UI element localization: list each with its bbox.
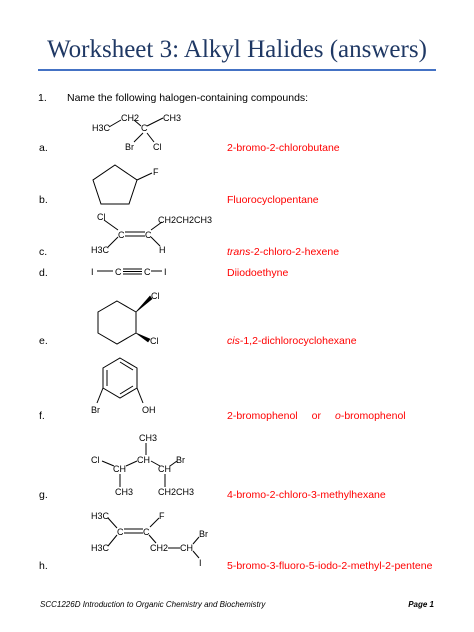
answer-f-or: or: [311, 410, 321, 422]
label-c-h: H: [159, 245, 166, 255]
answer-b: Fluorocyclopentane: [227, 194, 319, 206]
question-text: Name the following halogen-containing compounds:: [67, 92, 309, 104]
answer-e-prefix: cis: [227, 335, 240, 347]
structure-b: [93, 165, 159, 204]
footer-course: SCC1226D Introduction to Organic Chemistry and Biochemistry: [40, 600, 266, 609]
item-letter-f: f.: [39, 410, 45, 422]
item-letter-h: h.: [39, 560, 48, 572]
label-c-c2: C: [145, 230, 152, 240]
item-letter-g: g.: [39, 489, 48, 501]
answer-f: [227, 410, 406, 422]
label-h-br: Br: [199, 529, 208, 539]
label-d-i1: I: [91, 267, 94, 277]
footer-page-number: Page 1: [408, 600, 434, 609]
item-letter-d: d.: [39, 267, 48, 279]
molecule-drawings: [80, 108, 250, 588]
item-letter-e: e.: [39, 335, 48, 347]
label-f-oh: OH: [142, 405, 156, 415]
label-d-i2: I: [164, 267, 167, 277]
label-h-ch2: CH2: [150, 543, 169, 553]
label-c-cl: Cl: [97, 212, 106, 222]
label-g-ch3-bottom: CH3: [115, 487, 134, 497]
answer-f-name: 2-bromophenol: [227, 410, 298, 422]
label-h-f: F: [159, 511, 165, 521]
answer-h: 5-bromo-3-fluoro-5-iodo-2-methyl-2-pentene: [227, 560, 433, 572]
label-e-cl2: Cl: [150, 336, 159, 346]
label-g-ch-right: CH: [158, 464, 171, 474]
label-h-ch: CH: [180, 543, 193, 553]
label-g-cl: Cl: [91, 455, 100, 465]
structure-d: [91, 267, 167, 277]
answer-g: 4-bromo-2-chloro-3-methylhexane: [227, 489, 386, 501]
answer-f-rest: -bromophenol: [340, 410, 406, 422]
label-g-ch-left: CH: [113, 464, 126, 474]
label-a-ch3: CH3: [163, 113, 182, 123]
answer-f-prefix: o: [334, 410, 341, 422]
structure-c: [91, 212, 212, 255]
label-h-c1: C: [117, 527, 124, 537]
label-d-c1: C: [115, 267, 122, 277]
label-c-h3c: H3C: [91, 245, 110, 255]
worksheet-title: Worksheet 3: Alkyl Halides (answers): [47, 36, 427, 63]
structure-e: [98, 291, 160, 346]
answer-d: Diiodoethyne: [227, 267, 289, 279]
label-a-ch2: CH2: [121, 113, 140, 123]
label-a-br: Br: [125, 142, 134, 152]
label-h-i: I: [199, 558, 202, 568]
answer-c-rest: -2-chloro-2-hexene: [250, 246, 340, 258]
label-f-br: Br: [91, 405, 100, 415]
label-h-c2: C: [143, 527, 150, 537]
label-a-c: C: [141, 123, 148, 133]
structure-g: [91, 433, 194, 497]
structure-f: [91, 358, 156, 415]
question-number: 1.: [38, 92, 47, 104]
label-a-h3c: H3C: [92, 123, 111, 133]
label-g-br: Br: [176, 455, 185, 465]
title-underline: [38, 69, 436, 71]
structure-h: [91, 511, 208, 568]
label-h-h3c-bottom: H3C: [91, 543, 110, 553]
label-c-c1: C: [118, 230, 125, 240]
label-g-ch-mid: CH: [137, 455, 150, 465]
item-letter-c: c.: [39, 246, 48, 258]
label-g-ethyl: CH2CH3: [158, 487, 195, 497]
answer-c-prefix: trans: [227, 246, 251, 258]
label-b-f: F: [153, 167, 159, 177]
label-c-propyl: CH2CH2CH3: [158, 215, 213, 225]
label-d-c2: C: [144, 267, 151, 277]
label-e-cl1: Cl: [151, 291, 160, 301]
item-letter-a: a.: [39, 142, 48, 154]
answer-e-rest: -1,2-dichlorocyclohexane: [239, 335, 357, 347]
answer-a: 2-bromo-2-chlorobutane: [227, 142, 340, 154]
item-letter-b: b.: [39, 194, 48, 206]
label-g-ch3-top: CH3: [139, 433, 158, 443]
label-a-cl: Cl: [153, 142, 162, 152]
structure-a: [92, 113, 181, 152]
label-h-h3c-top: H3C: [91, 511, 110, 521]
